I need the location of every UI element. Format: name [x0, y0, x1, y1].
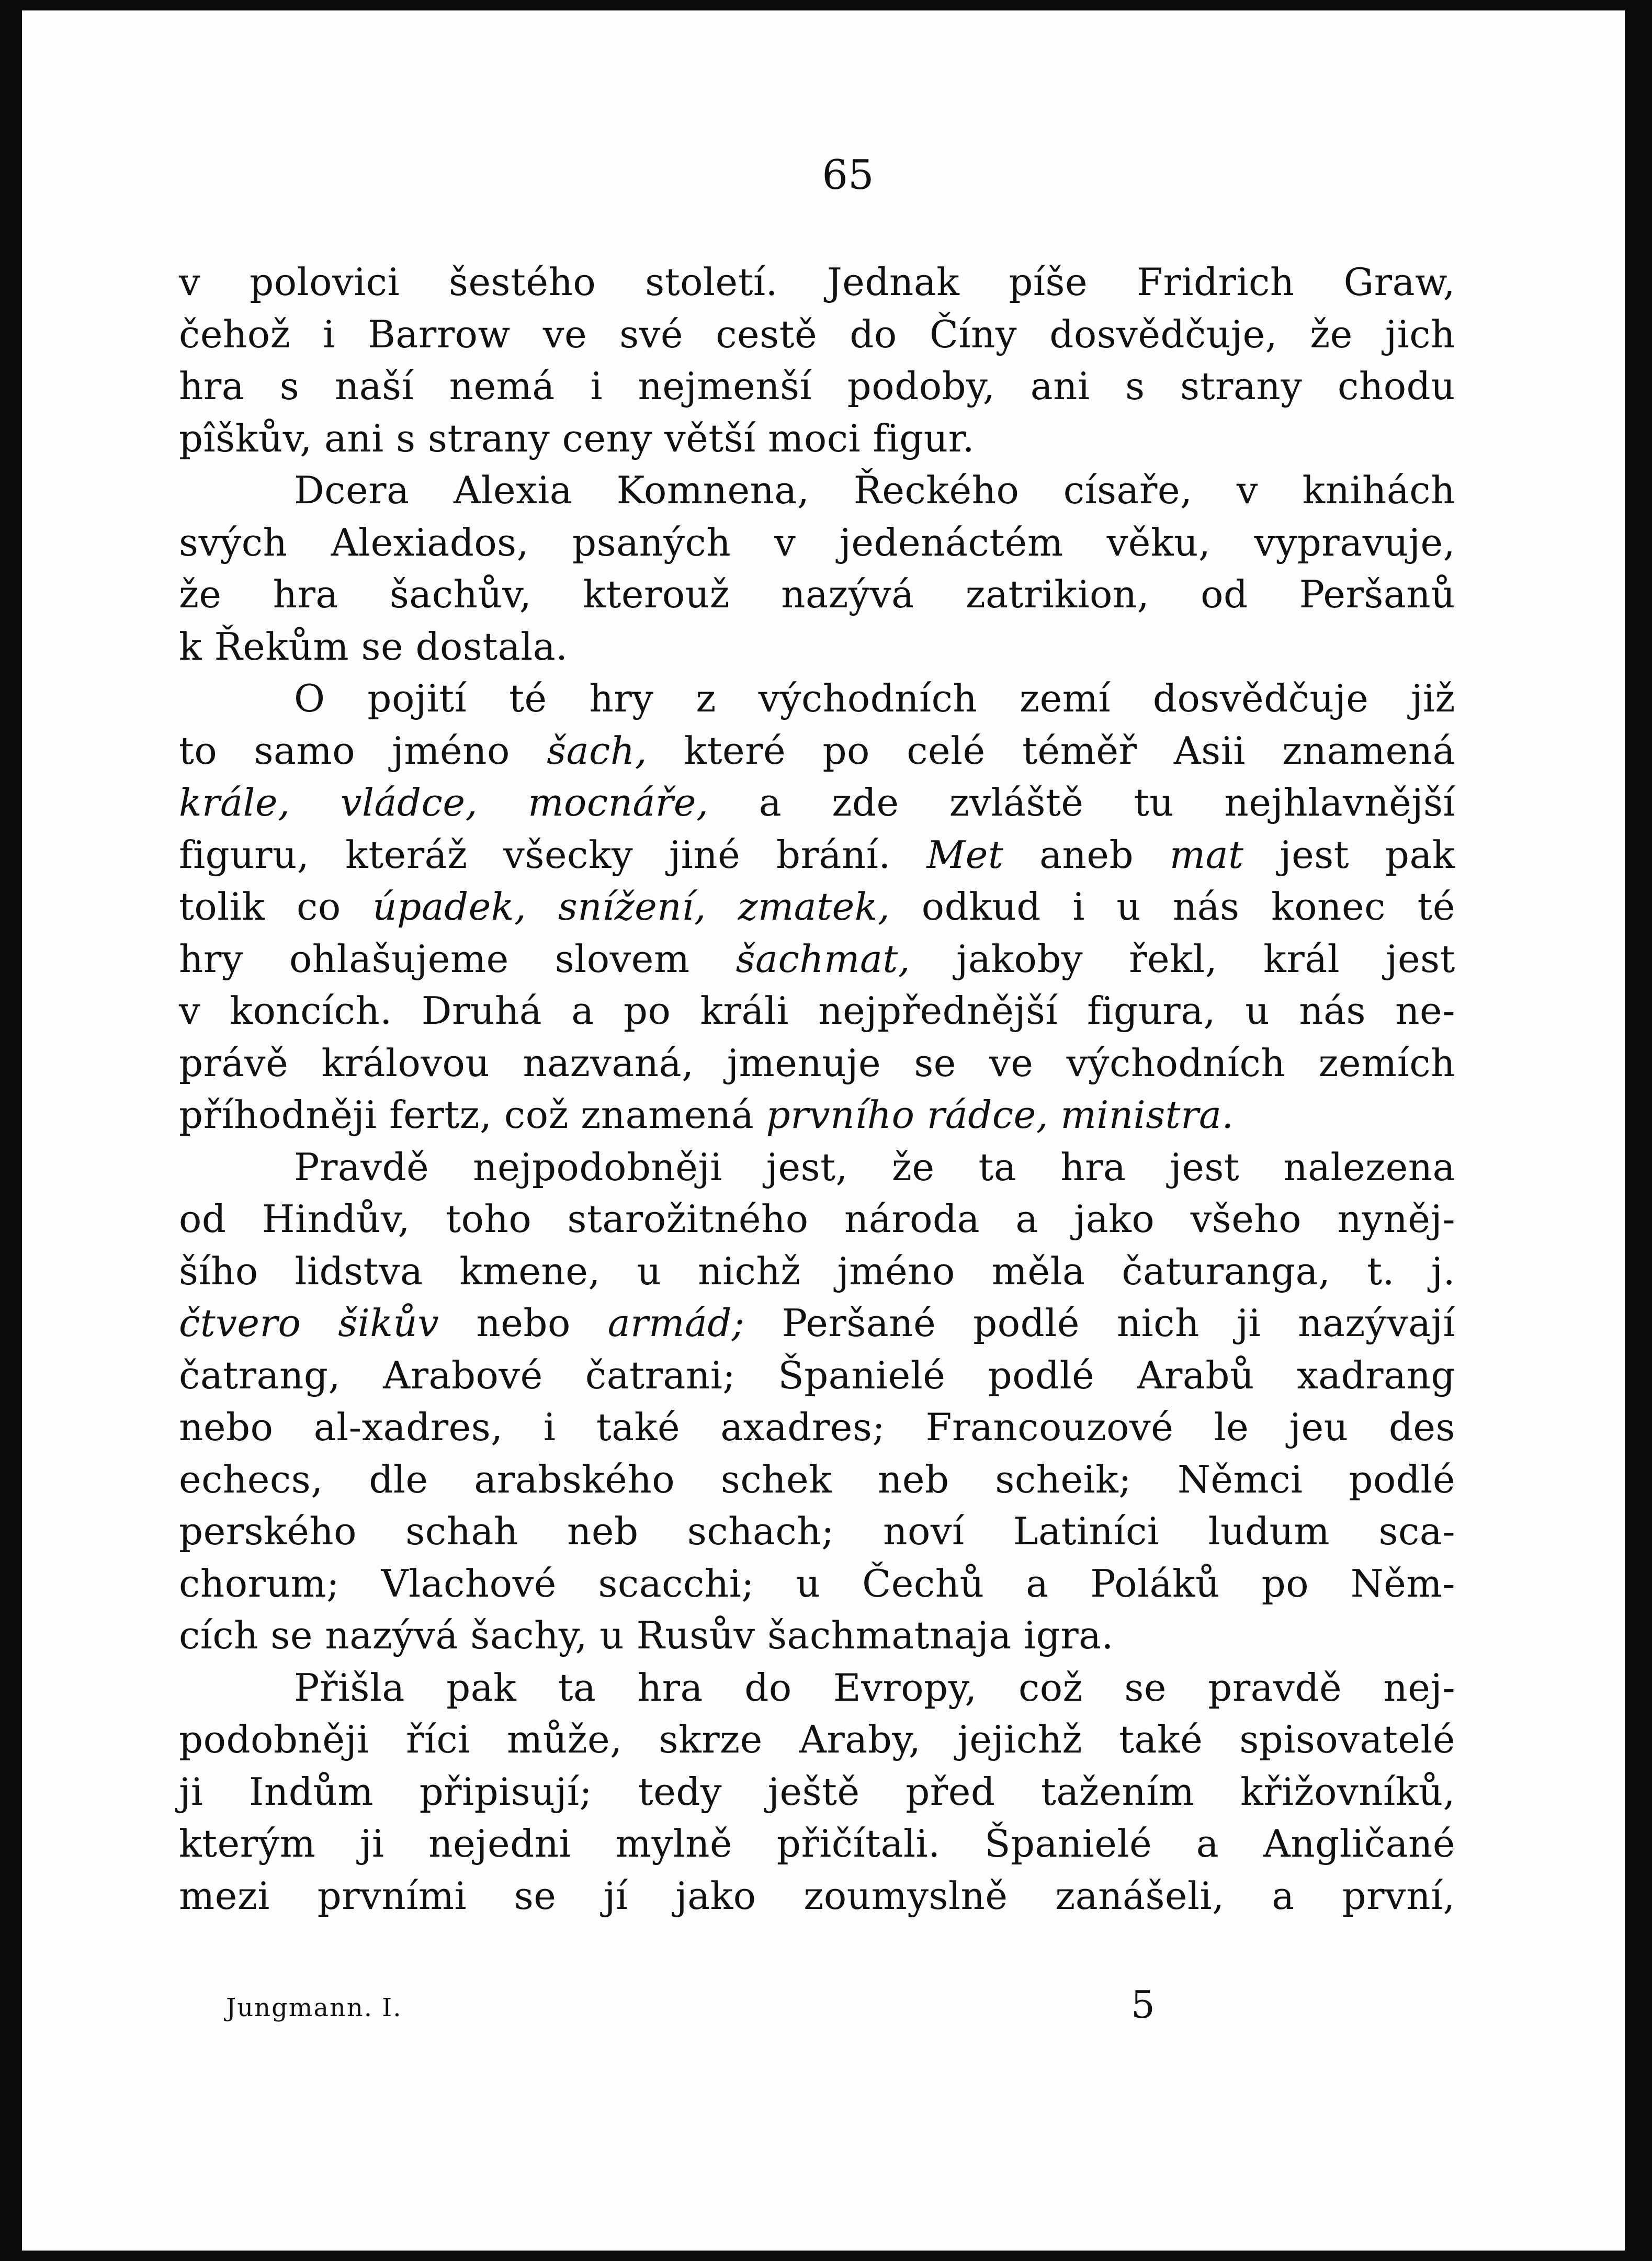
emphasis-run: krále, vládce, mocnáře,	[179, 781, 709, 824]
text-line	[179, 985, 1455, 1037]
emphasis-run: prvního rádce, ministra.	[766, 1093, 1234, 1137]
text-line	[179, 1558, 1455, 1610]
text-line	[179, 1037, 1455, 1090]
text-line	[179, 1193, 1455, 1246]
text-run: šího lidstva kmene, u nichž jméno měla čaturanga, t. j.	[179, 1249, 1455, 1293]
text-run: Pravdě nejpodobněji jest, že ta hra jest nalezena	[294, 1145, 1455, 1189]
text-line	[179, 777, 1455, 829]
text-line	[179, 1766, 1455, 1818]
text-run: v koncích. Druhá a po králi nejpřednější figura, u nás ne-	[179, 989, 1455, 1033]
text-line	[179, 673, 1455, 725]
text-line	[179, 1454, 1455, 1506]
text-line	[179, 1506, 1455, 1558]
text-run: podobněji říci může, skrze Araby, jejichž také spisovatelé	[179, 1717, 1455, 1761]
text-run: kterým ji nejedni mylně přičítali. Španielé a Angličané	[179, 1822, 1455, 1866]
text-run: od Hindův, toho starožitného národa a jako všeho nyněj-	[179, 1197, 1455, 1241]
text-run: perského schah neb schach; noví Latiníci ludum sca-	[179, 1509, 1455, 1553]
emphasis-run: šachmat,	[736, 936, 911, 981]
text-line	[179, 1714, 1455, 1766]
text-run: jakoby řekl, král jest	[910, 936, 1455, 981]
text-line	[179, 1297, 1455, 1350]
signature-mark: Jungmann. I.	[226, 1993, 402, 2022]
emphasis-run: úpadek, snížení, zmatek,	[372, 885, 890, 929]
text-line	[179, 1662, 1455, 1714]
text-run: tolik co	[179, 885, 373, 929]
text-run: Peršané podlé nich ji nazývají	[744, 1301, 1455, 1345]
text-line	[179, 465, 1455, 517]
emphasis-run: Met	[926, 832, 1004, 877]
text-run: Přišla pak ta hra do Evropy, což se pravdě nej-	[294, 1665, 1455, 1710]
sheet-number: 5	[1131, 1983, 1155, 2027]
text-line	[179, 1610, 1455, 1662]
text-run: že hra šachův, kterouž nazývá zatrikion, od Peršanů	[179, 572, 1455, 616]
text-run: hry ohlašujeme slovem	[179, 936, 736, 981]
emphasis-run: čtvero šikův	[179, 1301, 439, 1345]
text-line	[179, 1818, 1455, 1870]
text-run: figuru, kteráž všecky jiné brání.	[179, 832, 927, 877]
text-line	[179, 1089, 1455, 1141]
text-run: hra s naší nemá i nejmenší podoby, ani s strany chodu	[179, 364, 1455, 408]
text-run: mezi prvními se jí jako zoumyslně zanášeli, a první,	[179, 1873, 1455, 1918]
text-line	[179, 256, 1455, 309]
text-line	[179, 360, 1455, 413]
text-line	[179, 621, 1455, 673]
emphasis-run: armád;	[607, 1301, 745, 1345]
text-run: čehož i Barrow ve své cestě do Číny dosvědčuje, že jich	[179, 312, 1455, 356]
emphasis-run: šach,	[547, 728, 648, 773]
text-run: to samo jméno	[179, 728, 547, 773]
text-line	[179, 1870, 1455, 1923]
text-run: odkud i u nás konec té	[890, 885, 1455, 929]
text-run: cích se nazývá šachy, u Rusův šachmatnaja igra.	[179, 1613, 1114, 1657]
text-line	[179, 933, 1455, 986]
text-run: a zde zvláště tu nejhlavnější	[708, 781, 1456, 824]
text-line	[179, 569, 1455, 621]
text-line	[179, 725, 1455, 777]
page-number: 65	[822, 152, 874, 199]
text-run: pîškův, ani s strany ceny větší moci figur.	[179, 416, 975, 460]
text-run: Dcera Alexia Komnena, Řeckého císaře, v knihách	[294, 468, 1455, 512]
text-line	[179, 413, 1455, 465]
text-line	[179, 829, 1455, 881]
text-run: chorum; Vlachové scacchi; u Čechů a Poláků po Něm-	[179, 1561, 1455, 1606]
text-run: právě královou nazvaná, jmenuje se ve východních zemích	[179, 1041, 1455, 1085]
text-line	[179, 309, 1455, 361]
text-run: nebo al-xadres, i také axadres; Francouzové le jeu des	[179, 1405, 1455, 1449]
emphasis-run: mat	[1169, 832, 1244, 877]
text-run: které po celé téměř Asii znamená	[647, 728, 1455, 773]
text-run: v polovici šestého století. Jednak píše Fridrich Graw,	[179, 260, 1455, 304]
text-line	[179, 1246, 1455, 1298]
text-run: nebo	[439, 1301, 608, 1345]
text-line	[179, 1350, 1455, 1402]
text-run: svých Alexiados, psaných v jedenáctém věku, vypravuje,	[179, 520, 1455, 564]
text-line	[179, 1141, 1455, 1194]
text-line	[179, 517, 1455, 569]
text-run: O pojití té hry z východních zemí dosvědčuje již	[294, 676, 1455, 720]
text-line	[179, 881, 1455, 933]
text-run: příhodněji fertz, což znamená	[179, 1093, 766, 1137]
text-run: k Řekům se dostala.	[179, 624, 568, 669]
text-line	[179, 1401, 1455, 1454]
body-text	[179, 256, 1455, 1922]
text-run: čatrang, Arabové čatrani; Španielé podlé Arabů xadrang	[179, 1353, 1455, 1397]
text-run: aneb	[1003, 832, 1170, 877]
text-run: echecs, dle arabského schek neb scheik; Němci podlé	[179, 1457, 1455, 1501]
text-run: jest pak	[1243, 832, 1456, 877]
text-run: ji Indům připisují; tedy ještě před tažením křižovníků,	[179, 1769, 1455, 1814]
